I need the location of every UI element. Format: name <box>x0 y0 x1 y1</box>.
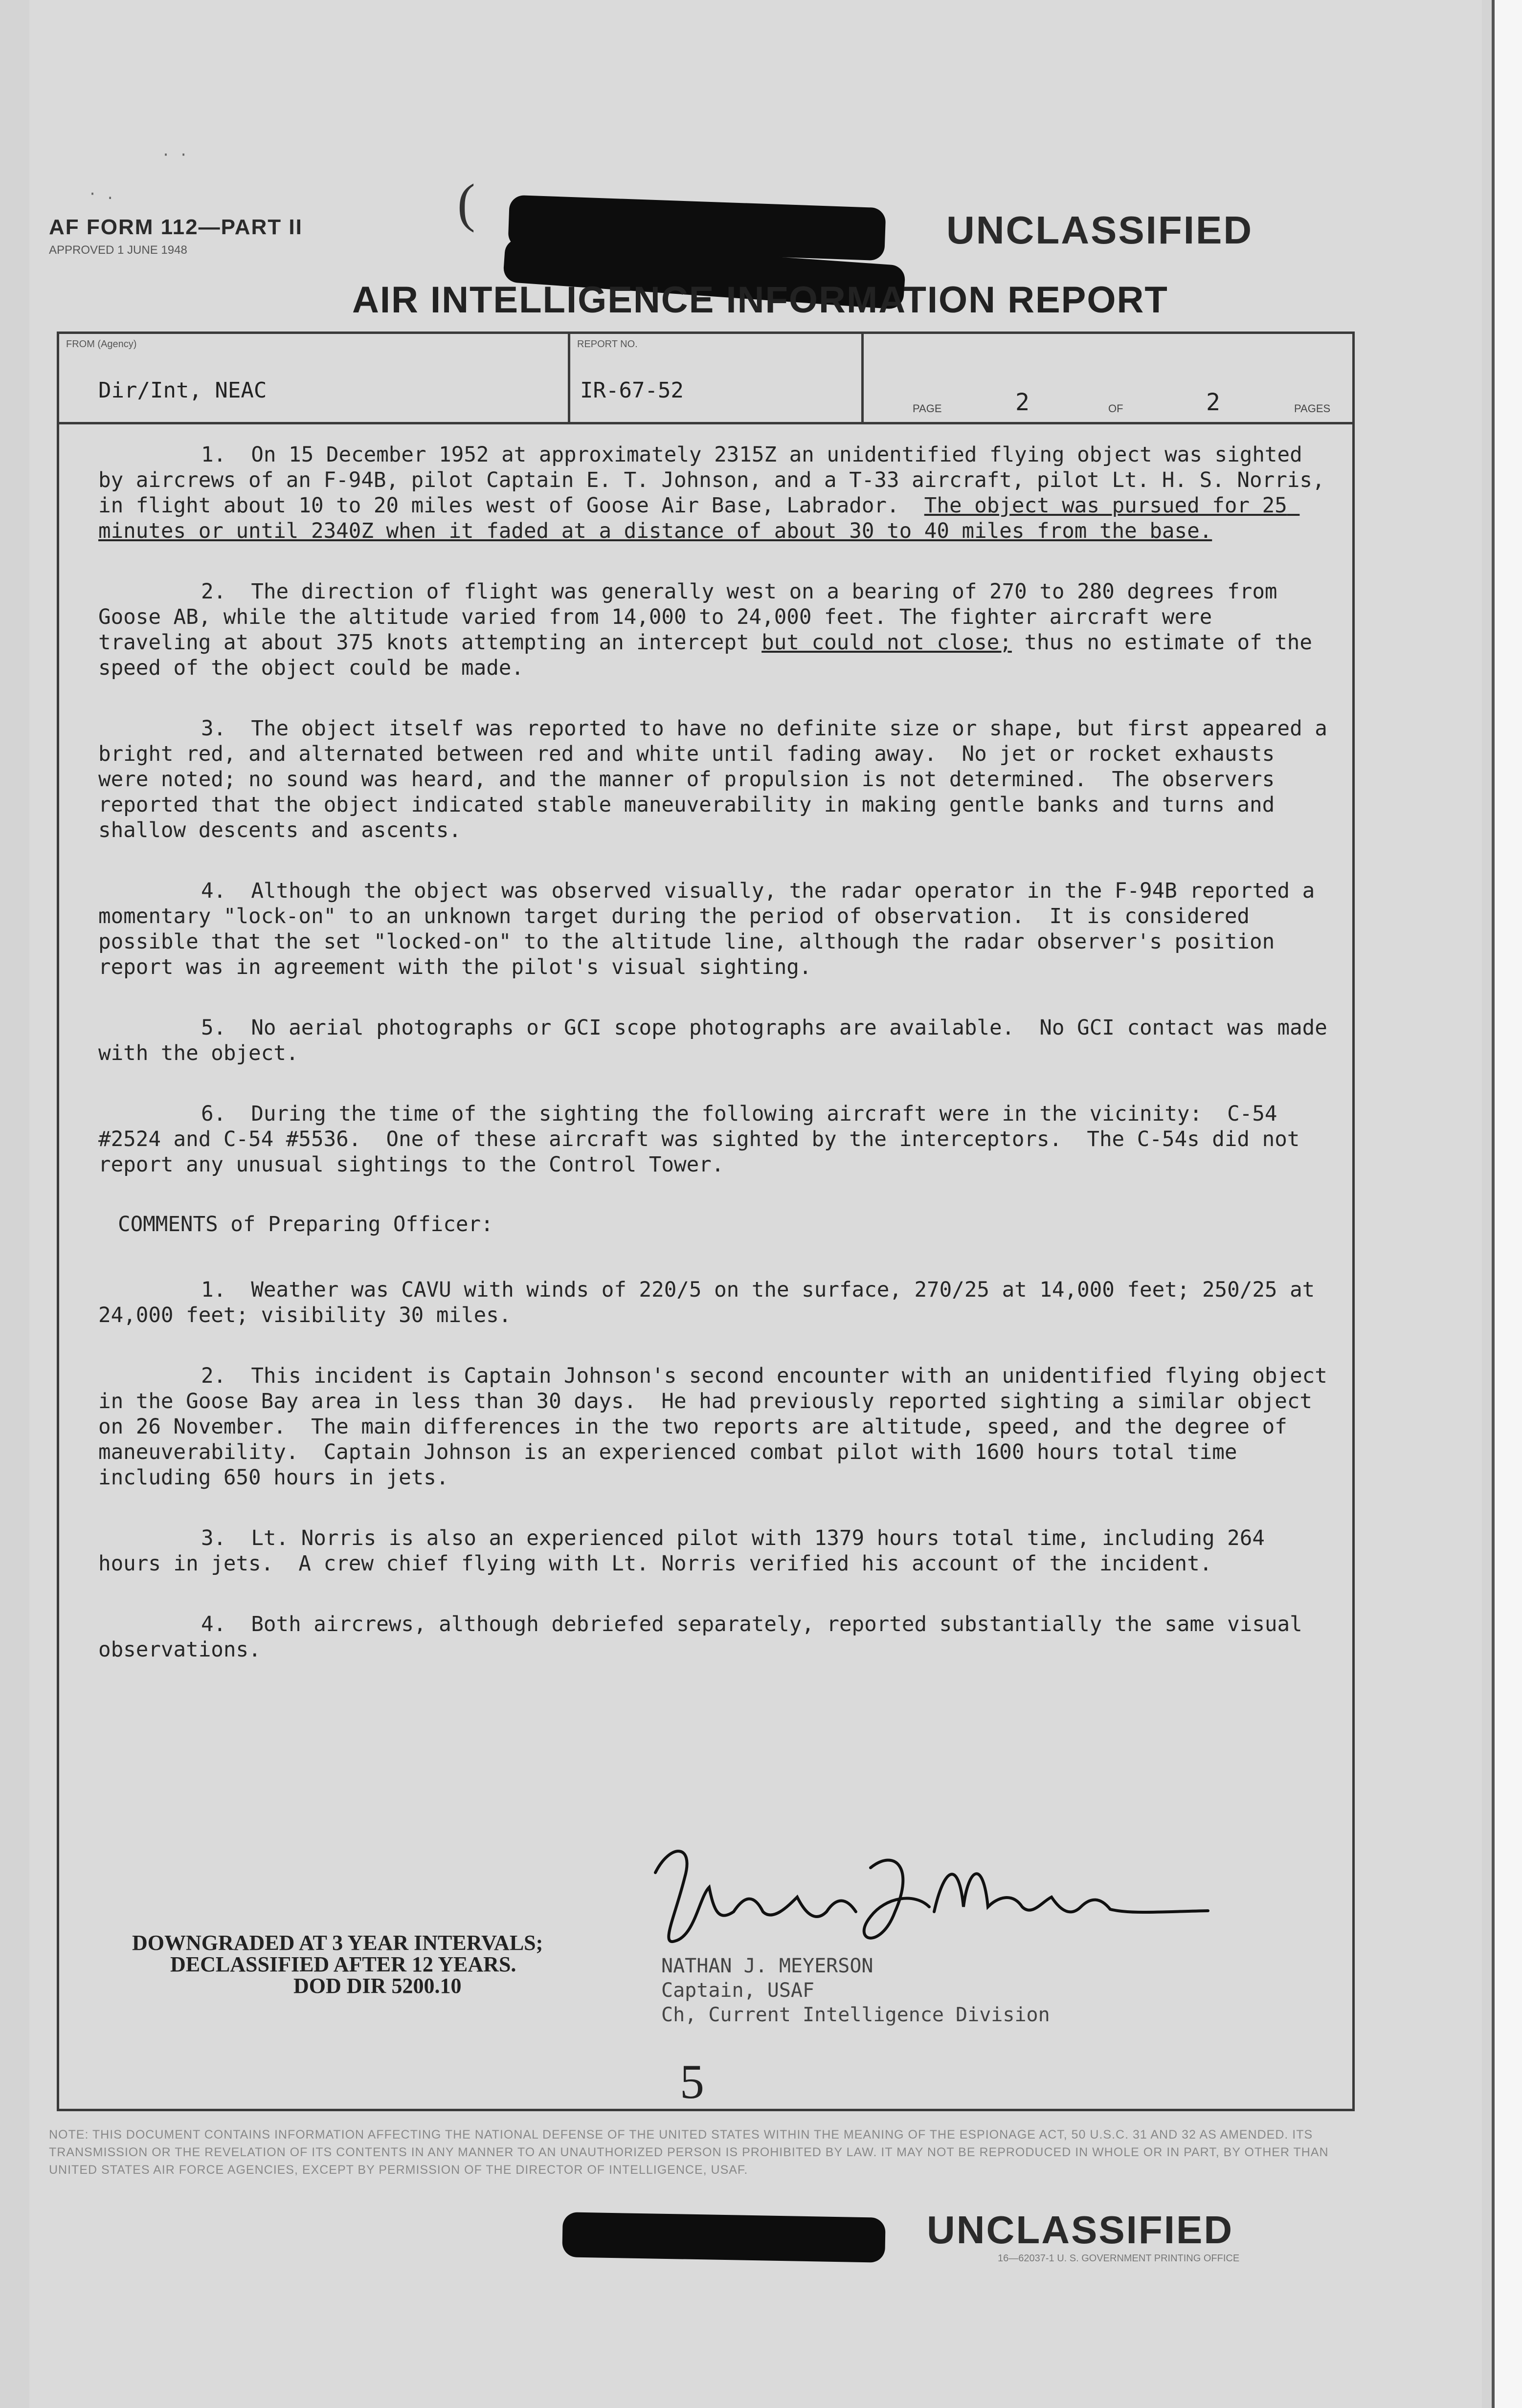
paragraph-1-underlined: The object was pursued for 25 minutes or until 2340Z when it faded at a distance of about 30 to 40 miles from the base. <box>98 494 1300 543</box>
handwritten-signature <box>641 1838 1218 1956</box>
report-body <box>98 442 1340 1698</box>
redaction-bar <box>562 2212 886 2263</box>
comment-4: 4. Both aircrews, although debriefed separately, reported substantially the same visual observations. <box>98 1613 1315 1662</box>
report-number-label: REPORT NO. <box>577 339 638 350</box>
report-number-field <box>568 334 864 422</box>
signature-block <box>661 1954 1050 2027</box>
comments-heading: COMMENTS of Preparing Officer: <box>118 1213 493 1237</box>
classification-mark-bottom: UNCLASSIFIED <box>927 2208 1234 2252</box>
downgrade-line-3: DOD DIR 5200.10 <box>293 1974 462 1998</box>
paragraph-1 <box>98 442 1338 544</box>
page-current: 2 <box>1015 389 1030 416</box>
scan-border <box>1492 0 1522 2408</box>
pages-label: PAGES <box>1294 402 1331 415</box>
scan-speck: · · <box>161 147 188 164</box>
of-label: OF <box>1108 402 1123 415</box>
from-field <box>59 334 568 422</box>
scan-speck: · . <box>88 186 115 203</box>
signer-rank: Captain, USAF <box>661 1979 815 2002</box>
page-total: 2 <box>1206 389 1220 416</box>
page-label: PAGE <box>913 402 942 415</box>
printing-office-line: 16—62037-1 U. S. GOVERNMENT PRINTING OFFICE <box>998 2253 1240 2264</box>
security-footnote: NOTE: THIS DOCUMENT CONTAINS INFORMATION AFFECTING THE NATIONAL DEFENSE OF THE UNITED STATES WITHIN THE MEANING OF THE ESPIONAGE ACT, 50 U.S.C. 31 AND 32 AS AMENDED. ITS TRANSMISSION OR THE REVELATION OF ITS CONTENTS IN ANY MANNER TO AN UNAUTHORIZED PERSON IS PROHIBITED BY LAW. IT MAY NOT BE REPRODUCED IN WHOLE OR IN PART, BY OTHER THAN UNITED STATES AIR FORCE AGENCIES, EXCEPT BY PERMISSION OF THE DIRECTOR OF INTELLIGENCE, USAF. <box>49 2128 1329 2177</box>
paragraph-2-text: 2. The direction of flight was generally west on a bearing of 270 to 280 degrees from Goose AB, while the altitude varied from 14,000 to 24,000 feet. The fighter aircraft were traveling at about 375 knots attempting an intercept <box>98 580 1290 655</box>
downgrade-line-2: DECLASSIFIED AFTER 12 YEARS. <box>170 1952 516 1976</box>
from-value: Dir/Int, NEAC <box>98 378 267 403</box>
handwritten-page-number: 5 <box>680 2055 704 2109</box>
paragraph-6: 6. During the time of the sighting the following aircraft were in the vicinity: C-54 #2524 and C-54 #5536. One of these aircraft was sighted by the interceptors. The C-54s did not report any unusual sightings to the Control Tower. <box>98 1102 1312 1177</box>
downgrade-line-1: DOWNGRADED AT 3 YEAR INTERVALS; <box>132 1931 543 1955</box>
classification-mark-top: UNCLASSIFIED <box>946 208 1253 252</box>
paragraph-2-text-end: thus no estimate of the speed of the object could be made. <box>98 631 1325 680</box>
paragraph-2-underlined: but could not close; <box>761 631 1012 655</box>
paragraph-1-text: 1. On 15 December 1952 at approximately 2315Z an unidentified flying object was sighted by aircrews of an F-94B, pilot Captain E. T. Johnson, and a T-33 aircraft, pilot Lt. H. S. Norris, in flight about 10 to 20 miles west of Goose Air Base, Labrador. <box>98 443 1338 518</box>
comment-1: 1. Weather was CAVU with winds of 220/5 on the surface, 270/25 at 14,000 feet; 250/25 at 24,000 feet; visibility 30 miles. <box>98 1278 1327 1327</box>
form-approval-date: APPROVED 1 JUNE 1948 <box>49 243 187 257</box>
report-title: AIR INTELLIGENCE INFORMATION REPORT <box>352 279 1168 321</box>
downgrade-stamp <box>132 1932 543 1997</box>
form-number: AF FORM 112—PART II <box>49 215 303 239</box>
page-count-field <box>861 334 1355 422</box>
signer-name: NATHAN J. MEYERSON <box>661 1955 873 1977</box>
from-label: FROM (Agency) <box>66 339 137 350</box>
comment-2: 2. This incident is Captain Johnson's second encounter with an unidentified flying object in the Goose Bay area in less than 30 days. He had previously reported sighting a similar object on 26 November. The main differences in the two reports are altitude, speed, and the degree of maneuverability. Captain Johnson is an experienced combat pilot with 1600 hours total time including 650 hours in jets. <box>98 1364 1340 1490</box>
paragraph-5: 5. No aerial photographs or GCI scope photographs are available. No GCI contact was made with the object. <box>98 1016 1340 1065</box>
paragraph-4: 4. Although the object was observed visually, the radar operator in the F-94B reported a momentary "lock-on" to an unknown target during the period of observation. It is considered possible that the set "locked-on" to the altitude line, although the radar observer's position report was in agreement with the pilot's visual sighting. <box>98 879 1327 979</box>
left-parenthesis: ( <box>457 173 475 233</box>
paragraph-3: 3. The object itself was reported to have no definite size or shape, but first appeared a bright red, and alternated between red and white until fading away. No jet or rocket exhausts were noted; no sound was heard, and the manner of propulsion is not determined. The observers reported that the object indicated stable maneuverability in making gentle banks and turns and shallow descents and ascents. <box>98 717 1340 842</box>
header-fields <box>59 334 1352 424</box>
report-number-value: IR-67-52 <box>580 378 684 403</box>
signer-position: Ch, Current Intelligence Division <box>661 2004 1050 2026</box>
paragraph-2 <box>98 579 1331 681</box>
comment-3: 3. Lt. Norris is also an experienced pilot with 1379 hours total time, including 264 hours in jets. A crew chief flying with Lt. Norris verified his account of the incident. <box>98 1526 1277 1576</box>
